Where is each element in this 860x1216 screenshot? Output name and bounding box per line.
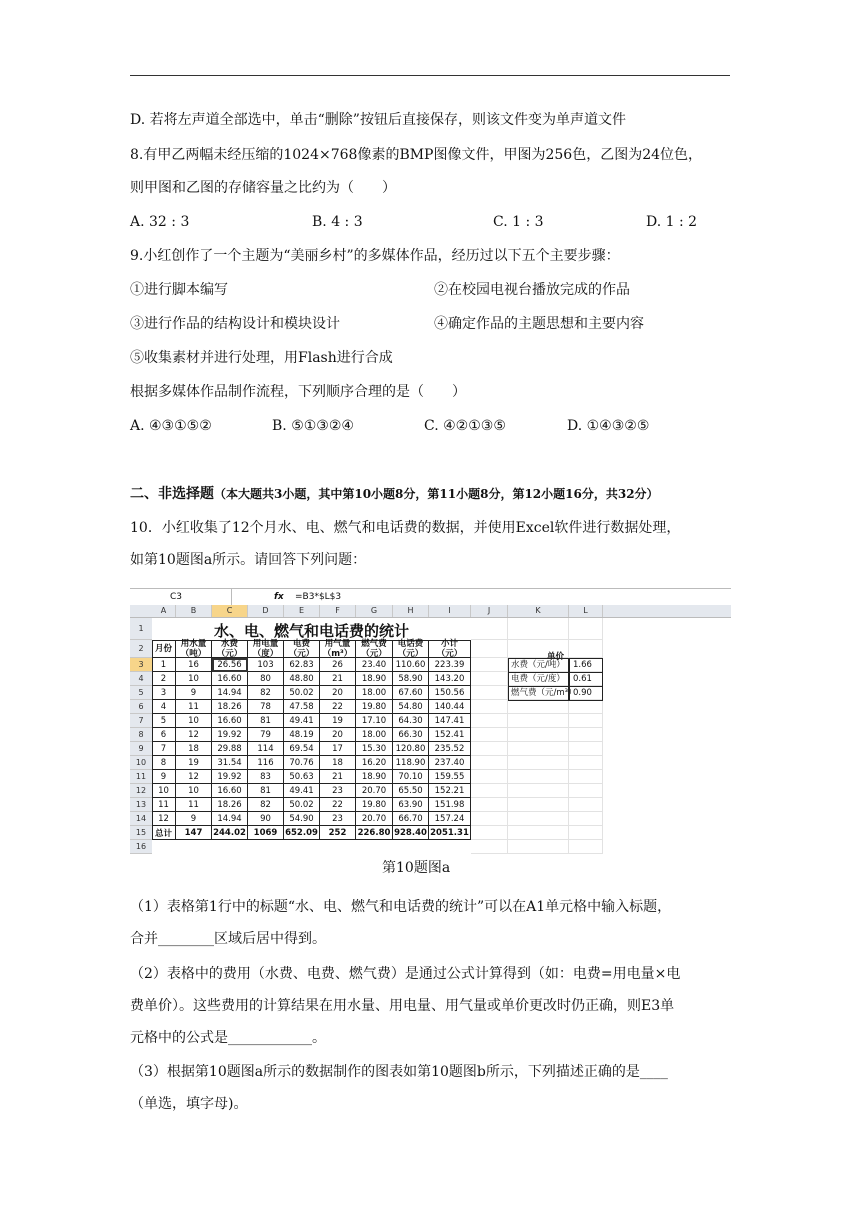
table-cell[interactable]: 9: [176, 686, 212, 700]
column-header-b[interactable]: B: [176, 605, 212, 617]
table-cell[interactable]: 62.83: [284, 658, 320, 672]
empty-cell[interactable]: [508, 784, 569, 798]
table-cell[interactable]: 223.39: [429, 658, 471, 672]
empty-cell[interactable]: [508, 714, 569, 728]
table-cell[interactable]: 78: [248, 700, 284, 714]
table-cell[interactable]: 54.90: [284, 812, 320, 826]
table-cell[interactable]: 147.41: [429, 714, 471, 728]
table-cell[interactable]: 16.60: [212, 784, 248, 798]
empty-cell[interactable]: [569, 826, 603, 840]
row-header-10[interactable]: 10: [130, 756, 152, 770]
empty-cell[interactable]: [569, 742, 603, 756]
table-cell[interactable]: 9: [152, 770, 176, 784]
q8-stem-2: 则甲图和乙图的存储容量之比约为（ ）: [130, 180, 396, 196]
section-2-title: 二、非选择题: [130, 486, 214, 502]
row-header-5[interactable]: 5: [130, 686, 152, 700]
q8-option-b: B. 4 : 3: [312, 214, 363, 230]
column-title[interactable]: [248, 640, 284, 658]
table-cell[interactable]: 63.90: [393, 798, 429, 812]
empty-cell[interactable]: [471, 770, 508, 784]
empty-cell[interactable]: [508, 812, 569, 826]
empty-cell[interactable]: [569, 770, 603, 784]
table-cell[interactable]: 10: [176, 714, 212, 728]
formula-text[interactable]: =B3*$L$3: [295, 592, 342, 602]
part-2-line-1: （2）表格中的费用（水费、电费、燃气费）是通过公式计算得到（如：电费=用电量×电: [130, 966, 681, 982]
empty-cell[interactable]: [471, 686, 508, 700]
empty-cell[interactable]: [508, 618, 569, 640]
empty-cell[interactable]: [471, 672, 508, 686]
table-cell[interactable]: 总计: [152, 826, 176, 840]
q10-stem: 10．小红收集了12个月水、电、燃气和电话费的数据，并使用Excel软件进行数据处理，: [130, 520, 681, 536]
table-cell[interactable]: 6: [152, 728, 176, 742]
table-cell[interactable]: 18.26: [212, 798, 248, 812]
table-cell[interactable]: 147: [176, 826, 212, 840]
part-2-line-2: 费单价）。这些费用的计算结果在用水量、用电量、用气量或单价更改时仍正确，则E3单: [130, 998, 675, 1014]
selected-cell-c3[interactable]: 26.56: [212, 658, 248, 672]
table-cell[interactable]: 69.54: [284, 742, 320, 756]
table-cell[interactable]: 20.70: [356, 784, 393, 798]
empty-cell[interactable]: [471, 742, 508, 756]
empty-cell[interactable]: [569, 840, 603, 854]
empty-cell[interactable]: [569, 798, 603, 812]
empty-cell[interactable]: [471, 728, 508, 742]
table-cell[interactable]: 140.44: [429, 700, 471, 714]
table-cell[interactable]: 110.60: [393, 658, 429, 672]
price-value[interactable]: 0.61: [569, 672, 603, 687]
q7-option-d: D. 若将左声道全部选中，单击“删除”按钮后直接保存，则该文件变为单声道文件: [130, 112, 626, 128]
row-header-1[interactable]: 1: [130, 618, 152, 640]
table-cell[interactable]: 157.24: [429, 812, 471, 826]
table-cell[interactable]: 54.80: [393, 700, 429, 714]
table-cell[interactable]: 150.56: [429, 686, 471, 700]
row-header-13[interactable]: 13: [130, 798, 152, 812]
table-cell[interactable]: 1069: [248, 826, 284, 840]
table-cell[interactable]: 64.30: [393, 714, 429, 728]
empty-cell[interactable]: [569, 784, 603, 798]
column-title[interactable]: [152, 640, 176, 658]
table-cell[interactable]: 16.20: [356, 756, 393, 770]
table-cell[interactable]: 66.30: [393, 728, 429, 742]
column-header-h[interactable]: H: [393, 605, 429, 617]
table-cell[interactable]: 80: [248, 672, 284, 686]
q9-option-a: A. ④③①⑤②: [130, 418, 212, 434]
table-cell[interactable]: 928.40: [393, 826, 429, 840]
section-2-heading: [130, 484, 659, 504]
empty-cell[interactable]: [569, 812, 603, 826]
column-headers: [130, 605, 731, 618]
column-title[interactable]: [393, 640, 429, 658]
table-cell[interactable]: 4: [152, 700, 176, 714]
empty-cell[interactable]: [471, 812, 508, 826]
table-cell[interactable]: 83: [248, 770, 284, 784]
figure-caption: 第10题图a: [382, 860, 451, 876]
column-title-part: （m³）: [322, 648, 353, 659]
price-value[interactable]: 1.66: [569, 658, 603, 673]
table-cell[interactable]: 50.63: [284, 770, 320, 784]
empty-cell[interactable]: [508, 840, 569, 854]
column-header-g[interactable]: G: [356, 605, 393, 617]
empty-cell[interactable]: [508, 742, 569, 756]
table-cell[interactable]: 11: [176, 798, 212, 812]
table-cell[interactable]: 90: [248, 812, 284, 826]
table-cell[interactable]: 26: [320, 658, 356, 672]
table-cell[interactable]: 67.60: [393, 686, 429, 700]
table-cell[interactable]: 19.80: [356, 798, 393, 812]
table-cell[interactable]: 19.92: [212, 770, 248, 784]
table-cell[interactable]: 19.80: [356, 700, 393, 714]
q9-option-b: B. ⑤①③②④: [272, 418, 354, 434]
q9-ask: 根据多媒体作品制作流程，下列顺序合理的是（ ）: [130, 384, 466, 400]
price-label[interactable]: 燃气费（元/m³）: [508, 686, 569, 701]
q9-option-d: D. ①④③②⑤: [567, 418, 650, 434]
part-1-line-1: （1）表格第1行中的标题“水、电、燃气和电话费的统计”可以在A1单元格中输入标题，: [130, 899, 672, 915]
table-cell[interactable]: 159.55: [429, 770, 471, 784]
column-header-d[interactable]: D: [248, 605, 284, 617]
column-title[interactable]: [212, 640, 248, 658]
empty-cell[interactable]: [471, 784, 508, 798]
table-cell[interactable]: 12: [176, 728, 212, 742]
q8-stem: 8.有甲乙两幅未经压缩的1024×768像素的BMP图像文件，甲图为256色，乙图为24位色，: [130, 147, 703, 163]
column-title-part: 水费: [220, 638, 238, 649]
table-cell[interactable]: 237.40: [429, 756, 471, 770]
table-cell[interactable]: 16: [176, 658, 212, 672]
empty-cell[interactable]: [569, 618, 603, 640]
table-cell[interactable]: 21: [320, 672, 356, 686]
table-cell[interactable]: 81: [248, 784, 284, 798]
section-2-note: （本大题共3小题，其中第10小题8分，第11小题8分，第12小题16分，共32分）: [214, 487, 659, 501]
q9-step-3: ③进行作品的结构设计和模块设计: [130, 316, 340, 332]
table-cell[interactable]: 70.76: [284, 756, 320, 770]
empty-cell[interactable]: [471, 756, 508, 770]
table-cell[interactable]: 16.60: [212, 672, 248, 686]
table-cell[interactable]: 70.10: [393, 770, 429, 784]
q9-stem: 9.小红创作了一个主题为“美丽乡村”的多媒体作品，经历过以下五个主要步骤：: [130, 248, 620, 264]
table-cell[interactable]: 82: [248, 686, 284, 700]
table-cell[interactable]: 48.80: [284, 672, 320, 686]
q9-step-2: ②在校园电视台播放完成的作品: [434, 282, 630, 298]
q10-stem-2: 如第10题图a所示。请回答下列问题：: [130, 552, 367, 568]
column-header-e[interactable]: E: [284, 605, 320, 617]
table-cell[interactable]: 23.40: [356, 658, 393, 672]
empty-cell[interactable]: [471, 840, 508, 854]
column-header-c[interactable]: C: [212, 605, 248, 617]
table-cell[interactable]: 2: [152, 672, 176, 686]
q8-option-a: A. 32 : 3: [130, 214, 190, 230]
column-title-part: （元）: [216, 648, 243, 659]
price-value[interactable]: 0.90: [569, 686, 603, 701]
table-cell[interactable]: 22: [320, 798, 356, 812]
column-title-part: （元）: [288, 648, 315, 659]
column-title[interactable]: [356, 640, 393, 658]
empty-cell[interactable]: [471, 798, 508, 812]
table-cell[interactable]: 244.02: [212, 826, 248, 840]
table-cell[interactable]: 18.90: [356, 770, 393, 784]
table-cell[interactable]: 10: [176, 784, 212, 798]
table-cell[interactable]: 120.80: [393, 742, 429, 756]
table-cell[interactable]: 50.02: [284, 686, 320, 700]
sheet-title[interactable]: 水、电、燃气和电话费的统计: [213, 622, 409, 640]
column-title-part: （元）: [436, 648, 463, 659]
table-cell[interactable]: 18.26: [212, 700, 248, 714]
formula-bar: [130, 588, 731, 606]
column-title-part: （元）: [361, 648, 387, 659]
table-cell[interactable]: 7: [152, 742, 176, 756]
table-cell[interactable]: 118.90: [393, 756, 429, 770]
empty-cell[interactable]: [471, 640, 508, 658]
excel-screenshot: [130, 588, 731, 851]
empty-cell[interactable]: [471, 658, 508, 672]
table-cell[interactable]: 103: [248, 658, 284, 672]
empty-cell[interactable]: [569, 728, 603, 742]
column-header-i[interactable]: I: [429, 605, 471, 617]
table-cell[interactable]: 11: [152, 798, 176, 812]
column-header-f[interactable]: F: [320, 605, 356, 617]
table-cell[interactable]: 66.70: [393, 812, 429, 826]
table-cell[interactable]: 23: [320, 784, 356, 798]
empty-cell[interactable]: [471, 826, 508, 840]
column-title-part: 月份: [154, 643, 172, 654]
table-cell[interactable]: 652.09: [284, 826, 320, 840]
table-cell[interactable]: 29.88: [212, 742, 248, 756]
column-title-part: 燃气费: [361, 638, 387, 649]
table-cell[interactable]: 49.41: [284, 714, 320, 728]
table-cell[interactable]: 18.90: [356, 672, 393, 686]
table-cell[interactable]: 18: [320, 756, 356, 770]
row-header-8[interactable]: 8: [130, 728, 152, 742]
table-cell[interactable]: 23: [320, 812, 356, 826]
row-header-14[interactable]: 14: [130, 812, 152, 826]
column-title[interactable]: [284, 640, 320, 658]
column-header-k[interactable]: K: [508, 605, 569, 617]
part-1-line-2: 合并________区域后居中得到。: [130, 931, 326, 947]
table-cell[interactable]: 3: [152, 686, 176, 700]
table-cell[interactable]: 15.30: [356, 742, 393, 756]
column-header-j[interactable]: J: [471, 605, 508, 617]
table-cell[interactable]: 11: [176, 700, 212, 714]
column-title-part: 用气量: [324, 638, 351, 649]
table-cell[interactable]: 49.41: [284, 784, 320, 798]
column-title-part: 小计: [440, 638, 458, 649]
row-header-9[interactable]: 9: [130, 742, 152, 756]
table-cell[interactable]: 12: [152, 812, 176, 826]
table-cell[interactable]: 58.90: [393, 672, 429, 686]
row-header-7[interactable]: 7: [130, 714, 152, 728]
table-cell[interactable]: 114: [248, 742, 284, 756]
q8-option-c: C. 1 : 3: [493, 214, 544, 230]
table-cell[interactable]: 16.60: [212, 714, 248, 728]
table-cell[interactable]: 5: [152, 714, 176, 728]
part-3-line-1: （3）根据第10题图a所示的数据制作的图表如第10题图b所示，下列描述正确的是____: [130, 1064, 668, 1080]
empty-cell[interactable]: [569, 700, 603, 714]
part-3-line-3: 元格中的公式是____________。: [130, 1030, 326, 1046]
table-cell[interactable]: 22: [320, 700, 356, 714]
column-title[interactable]: [429, 640, 471, 658]
column-header-a[interactable]: A: [152, 605, 176, 617]
row-header-15[interactable]: 15: [130, 826, 152, 840]
table-cell[interactable]: 152.21: [429, 784, 471, 798]
empty-cell[interactable]: [508, 700, 569, 714]
column-title-part: 用水量: [180, 638, 207, 649]
table-cell[interactable]: 18.00: [356, 728, 393, 742]
name-box[interactable]: C3: [130, 589, 232, 605]
column-title-part: 电费: [292, 638, 310, 649]
table-cell[interactable]: 12: [176, 770, 212, 784]
empty-cell[interactable]: [471, 700, 508, 714]
part-3-line-2: （单选，填字母)。: [130, 1096, 248, 1112]
table-cell[interactable]: 19.92: [212, 728, 248, 742]
table-cell[interactable]: 252: [320, 826, 356, 840]
table-cell[interactable]: 50.02: [284, 798, 320, 812]
table-cell[interactable]: 17: [320, 742, 356, 756]
table-cell[interactable]: 79: [248, 728, 284, 742]
table-cell[interactable]: 226.80: [356, 826, 393, 840]
empty-cell[interactable]: [508, 728, 569, 742]
table-cell[interactable]: 14.94: [212, 812, 248, 826]
table-cell[interactable]: 20.70: [356, 812, 393, 826]
empty-cell[interactable]: [471, 618, 508, 640]
table-cell[interactable]: 2051.31: [429, 826, 471, 840]
column-title[interactable]: [176, 640, 212, 658]
table-cell[interactable]: 18.00: [356, 686, 393, 700]
column-header-l[interactable]: L: [569, 605, 603, 617]
table-cell[interactable]: 10: [152, 784, 176, 798]
table-cell[interactable]: 116: [248, 756, 284, 770]
table-cell[interactable]: 14.94: [212, 686, 248, 700]
table-cell[interactable]: 10: [176, 672, 212, 686]
row-header-2[interactable]: 2: [130, 640, 152, 658]
q9-step-4: ④确定作品的主题思想和主要内容: [434, 316, 644, 332]
q9-step-1: ①进行脚本编写: [130, 282, 228, 298]
column-title-part: 用电量: [252, 638, 279, 649]
table-cell[interactable]: 152.41: [429, 728, 471, 742]
table-cell[interactable]: 20: [320, 728, 356, 742]
column-title-part: （元）: [397, 648, 424, 659]
table-cell[interactable]: 21: [320, 770, 356, 784]
empty-cell[interactable]: [569, 714, 603, 728]
table-cell[interactable]: 17.10: [356, 714, 393, 728]
table-cell[interactable]: 47.58: [284, 700, 320, 714]
header-rule: [130, 75, 730, 76]
empty-cell[interactable]: [508, 756, 569, 770]
empty-cell[interactable]: [508, 798, 569, 812]
table-cell[interactable]: 20: [320, 686, 356, 700]
column-title-part: （吨）: [180, 648, 207, 659]
row-header-6[interactable]: 6: [130, 700, 152, 714]
table-cell[interactable]: 82: [248, 798, 284, 812]
empty-cell[interactable]: [569, 756, 603, 770]
q9-step-5: ⑤收集素材并进行处理，用Flash进行合成: [130, 350, 393, 366]
row-header-12[interactable]: 12: [130, 784, 152, 798]
column-title-part: （度）: [252, 648, 279, 659]
q9-option-c: C. ④②①③⑤: [424, 418, 506, 434]
table-cell[interactable]: 1: [152, 658, 176, 672]
price-title[interactable]: 单价: [546, 652, 564, 662]
table-cell[interactable]: 81: [248, 714, 284, 728]
table-cell[interactable]: 235.52: [429, 742, 471, 756]
column-title[interactable]: [320, 640, 356, 658]
q8-option-d: D. 1 : 2: [646, 214, 698, 230]
row-header-3[interactable]: 3: [130, 658, 152, 672]
table-cell[interactable]: 18: [176, 742, 212, 756]
table-cell[interactable]: 31.54: [212, 756, 248, 770]
table-cell[interactable]: 65.50: [393, 784, 429, 798]
row-header-11[interactable]: 11: [130, 770, 152, 784]
row-header-16[interactable]: 16: [130, 840, 152, 854]
price-label[interactable]: 电费（元/度）: [508, 672, 569, 687]
row-header-4[interactable]: 4: [130, 672, 152, 686]
table-cell[interactable]: 9: [176, 812, 212, 826]
price-label[interactable]: 水费（元/吨）: [508, 658, 569, 673]
table-cell[interactable]: 8: [152, 756, 176, 770]
empty-cell[interactable]: [508, 826, 569, 840]
empty-cell[interactable]: [471, 714, 508, 728]
fx-icon[interactable]: fx: [274, 592, 284, 602]
table-cell[interactable]: 48.19: [284, 728, 320, 742]
column-title-part: 电话费: [397, 638, 424, 649]
table-cell[interactable]: 19: [176, 756, 212, 770]
table-cell[interactable]: 19: [320, 714, 356, 728]
table-cell[interactable]: 151.98: [429, 798, 471, 812]
table-cell[interactable]: 143.20: [429, 672, 471, 686]
empty-cell[interactable]: [508, 770, 569, 784]
